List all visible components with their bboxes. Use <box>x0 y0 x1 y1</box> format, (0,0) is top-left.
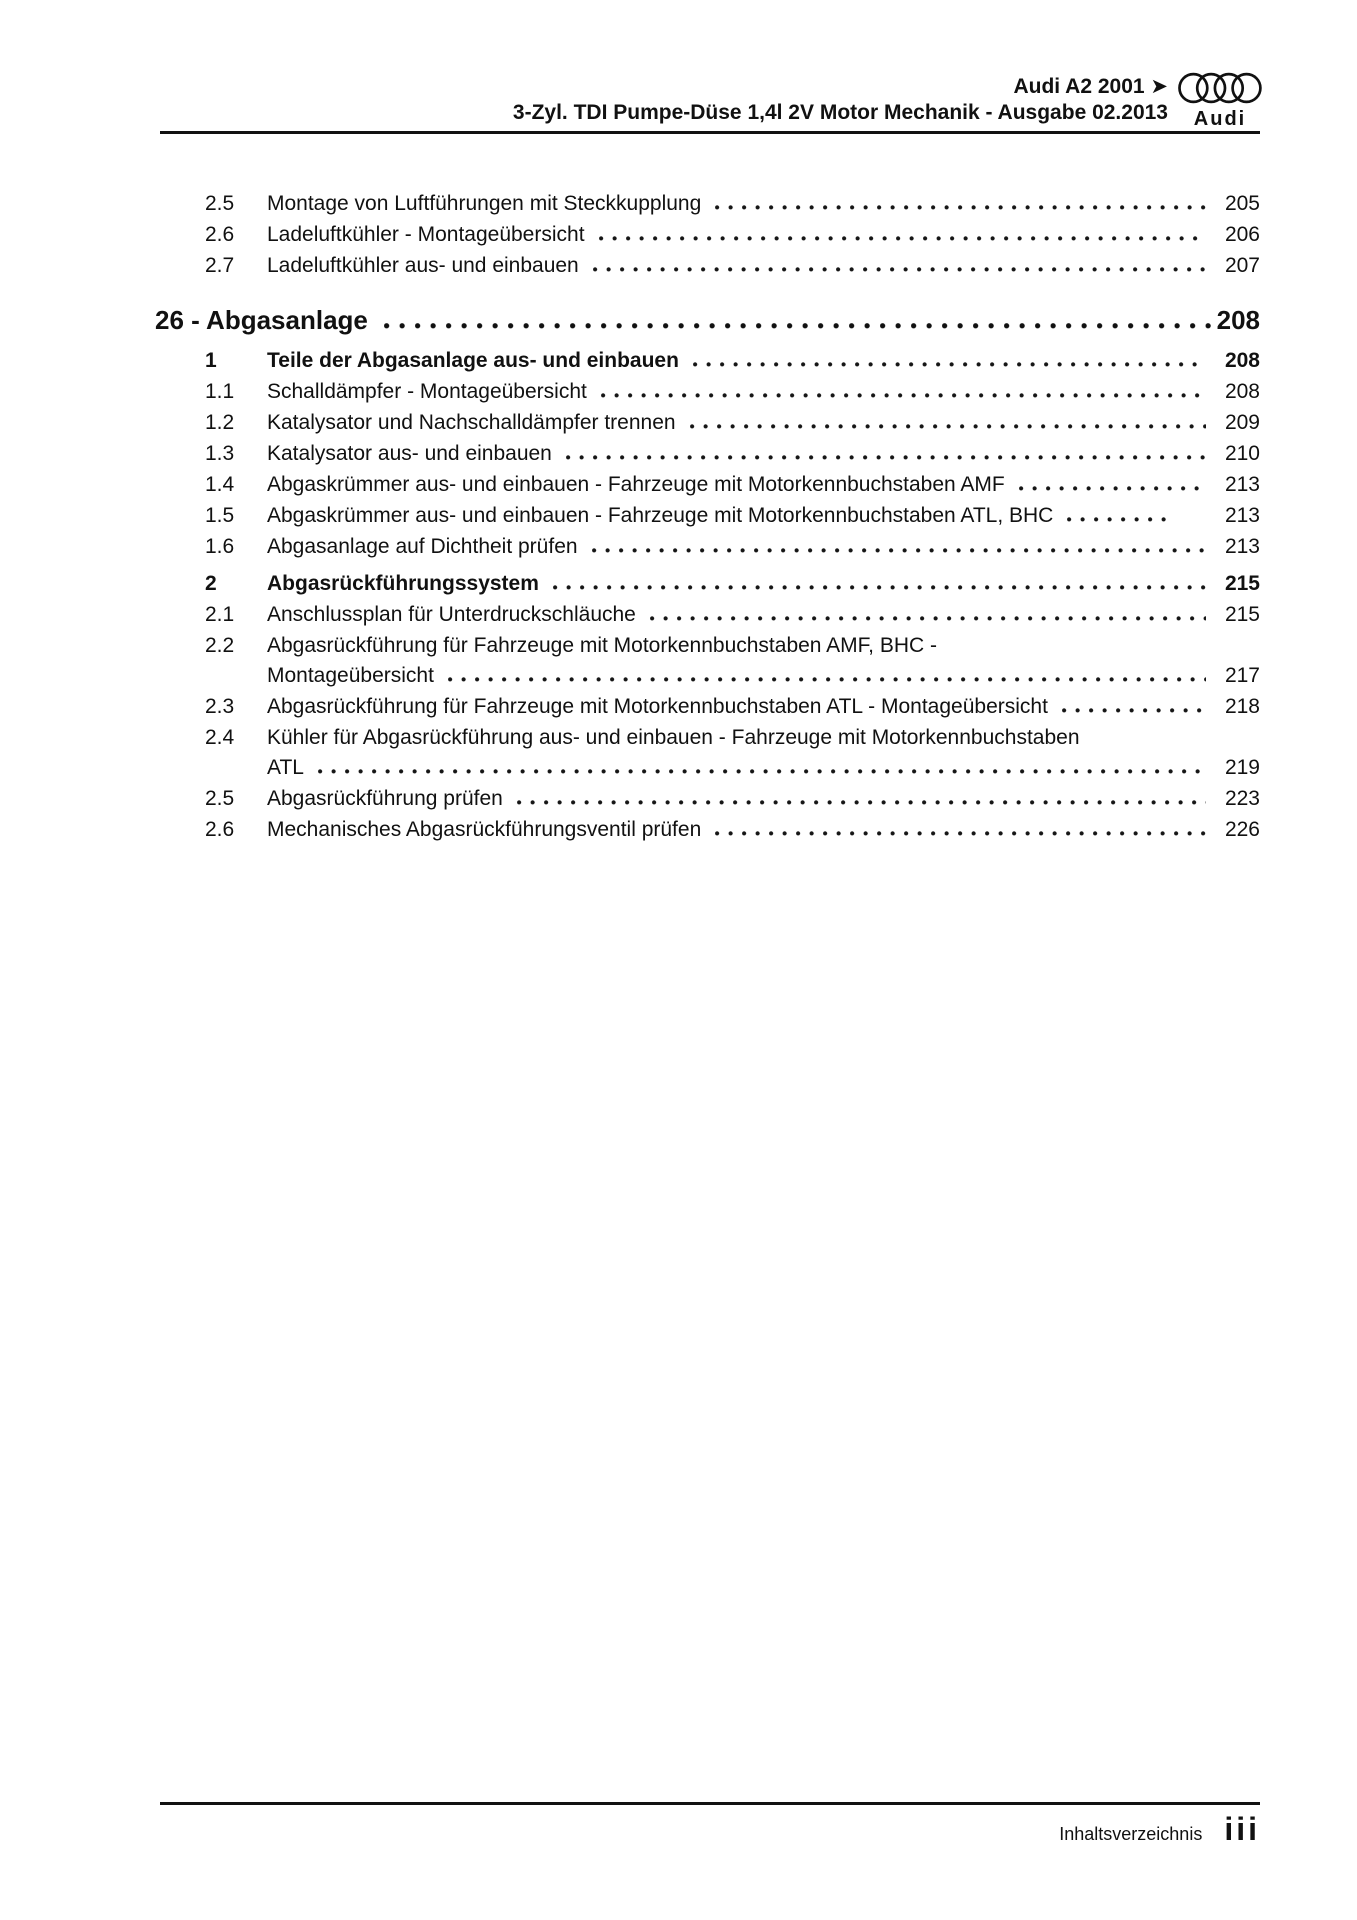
toc-entry <box>155 250 1260 281</box>
toc-entry-page: 209 <box>1224 411 1260 434</box>
dot-leader <box>715 831 1206 836</box>
toc-entry-body <box>267 469 1260 500</box>
toc-entry-body <box>267 250 1260 281</box>
toc-entry-number: 1 <box>205 349 217 372</box>
toc-entry-line <box>267 599 1260 630</box>
header-rule <box>160 131 1260 134</box>
toc-entry-page: 208 <box>1224 380 1260 403</box>
toc-entry-page: 213 <box>1224 504 1260 527</box>
toc-entry-page: 206 <box>1224 223 1260 246</box>
dot-leader <box>318 769 1206 774</box>
toc-entry-body <box>267 631 1260 691</box>
dot-leader <box>384 323 1214 329</box>
toc-section-title: 26 - Abgasanlage <box>155 305 368 335</box>
toc-entry-title: Ladeluftkühler aus- und einbauen <box>267 254 579 277</box>
toc-entry-body <box>267 500 1260 531</box>
dot-leader <box>599 236 1206 241</box>
toc-entry-title: Mechanisches Abgasrückführungsventil prüfen <box>267 818 702 841</box>
toc-entry-body <box>267 376 1260 407</box>
header-subtitle-line: 3-Zyl. TDI Pumpe-Düse 1,4l 2V Motor Mechanik - Ausgabe 02.2013 <box>512 101 1168 124</box>
toc-entry-line <box>267 691 1260 722</box>
toc-entry <box>155 469 1260 500</box>
toc-entry-number: 1.1 <box>205 380 235 403</box>
toc-entry-page: 219 <box>1224 756 1260 779</box>
toc-entry <box>155 814 1260 845</box>
toc-entry-number: 2.3 <box>205 695 235 718</box>
toc-entry-number: 2.2 <box>205 634 235 657</box>
toc-entry-line <box>267 469 1260 500</box>
toc-entry-line <box>267 376 1260 407</box>
toc-entry-line <box>267 438 1260 469</box>
toc-section-heading <box>155 302 1260 338</box>
dot-leader <box>566 455 1206 460</box>
toc-entry-line <box>267 752 1260 783</box>
toc-entry-page: 205 <box>1224 192 1260 215</box>
toc-entry-line <box>267 660 1260 691</box>
dot-leader <box>650 616 1206 621</box>
toc-entry-body <box>267 188 1260 219</box>
dot-leader <box>601 393 1206 398</box>
toc-entry-body <box>267 568 1260 599</box>
toc-entry-body <box>267 723 1260 783</box>
footer-label: Inhaltsverzeichnis <box>1059 1824 1203 1844</box>
toc-entry <box>155 345 1260 376</box>
toc-entry-number: 2.5 <box>205 192 235 215</box>
toc-entry-number: 1.3 <box>205 442 235 465</box>
toc-entry-title: Montageübersicht <box>267 664 434 687</box>
toc-entry-number: 2 <box>205 572 217 595</box>
toc-entry-title: Teile der Abgasanlage aus- und einbauen <box>267 349 679 372</box>
toc-entry-page: 215 <box>1224 603 1260 626</box>
page-header-text <box>513 74 1168 126</box>
toc-entry <box>155 568 1260 599</box>
dot-leader <box>1067 517 1170 522</box>
toc-entry-body <box>267 219 1260 250</box>
dot-leader <box>1019 486 1206 491</box>
toc-entry-number: 2.1 <box>205 603 235 626</box>
dot-leader <box>592 548 1206 553</box>
dot-leader <box>553 585 1206 590</box>
toc-entry <box>155 438 1260 469</box>
toc-entry-title: Abgaskrümmer aus- und einbauen - Fahrzeuge mit Motorkennbuchstaben ATL, BHC <box>267 504 1054 527</box>
toc-entry-line <box>267 219 1260 250</box>
toc-entry-body <box>267 438 1260 469</box>
toc-entry-number: 1.4 <box>205 473 235 496</box>
toc-entry-title: Abgasrückführung für Fahrzeuge mit Motorkennbuchstaben ATL - Montageübersicht <box>267 695 1048 718</box>
toc-entry-line <box>267 345 1260 376</box>
toc-entry-body <box>267 531 1260 562</box>
toc-entry-title: Abgasrückführung prüfen <box>267 787 503 810</box>
toc-entry <box>155 722 1260 783</box>
toc-entry-body <box>267 814 1260 845</box>
toc-entry-body <box>267 691 1260 722</box>
toc-entry-number: 2.6 <box>205 818 235 841</box>
table-of-contents <box>155 188 1260 845</box>
brand-block <box>1178 70 1262 131</box>
toc-entry <box>155 691 1260 722</box>
dot-leader <box>690 424 1206 429</box>
toc-entry-page: 223 <box>1224 787 1260 810</box>
toc-entry-page: 207 <box>1224 254 1260 277</box>
toc-entry-page: 210 <box>1224 442 1260 465</box>
toc-entry-line <box>267 568 1260 599</box>
toc-entry-page: 213 <box>1224 535 1260 558</box>
dot-leader <box>593 267 1206 272</box>
toc-entry-line <box>267 783 1260 814</box>
toc-entry-page: 208 <box>1224 349 1260 372</box>
toc-entry-line <box>267 407 1260 438</box>
toc-entry-line <box>267 531 1260 562</box>
dot-leader <box>448 677 1206 682</box>
dot-leader <box>517 800 1206 805</box>
toc-entry <box>155 630 1260 691</box>
toc-entry-body <box>267 599 1260 630</box>
page-footer <box>1059 1812 1260 1846</box>
toc-entry-page: 213 <box>1224 473 1260 496</box>
toc-entry-number: 1.2 <box>205 411 235 434</box>
toc-entry-number: 2.7 <box>205 254 235 277</box>
toc-entry <box>155 407 1260 438</box>
dot-leader <box>1062 708 1206 713</box>
toc-entry-line <box>267 188 1260 219</box>
toc-entry-line <box>267 500 1260 531</box>
toc-entry <box>155 783 1260 814</box>
toc-entry-title: ATL <box>267 756 304 779</box>
toc-entry <box>155 376 1260 407</box>
toc-section-page: 208 <box>1216 305 1260 335</box>
dot-leader <box>715 205 1206 210</box>
toc-entry-number: 1.5 <box>205 504 235 527</box>
toc-entry <box>155 531 1260 562</box>
toc-entry-number: 2.6 <box>205 223 235 246</box>
header-model-line: Audi A2 2001 ➤ <box>1013 75 1168 98</box>
toc-entry-title: Ladeluftkühler - Montageübersicht <box>267 223 585 246</box>
toc-entry-number: 2.5 <box>205 787 235 810</box>
toc-entry <box>155 500 1260 531</box>
toc-entry-line <box>267 250 1260 281</box>
toc-entry <box>155 188 1260 219</box>
toc-entry-title: Anschlussplan für Unterdruckschläuche <box>267 603 636 626</box>
toc-entry-title: Montage von Luftführungen mit Steckkupplung <box>267 192 702 215</box>
toc-entry-page: 218 <box>1224 695 1260 718</box>
toc-entry-body <box>267 783 1260 814</box>
toc-entry-page: 226 <box>1224 818 1260 841</box>
toc-entry-title: Schalldämpfer - Montageübersicht <box>267 380 587 403</box>
toc-entry <box>155 599 1260 630</box>
toc-entry-number: 2.4 <box>205 726 235 749</box>
toc-entry-title: Kühler für Abgasrückführung aus- und einbauen - Fahrzeuge mit Motorkennbuchstaben <box>267 726 1080 749</box>
toc-entry-title: Abgaskrümmer aus- und einbauen - Fahrzeuge mit Motorkennbuchstaben AMF <box>267 473 1005 496</box>
toc-entry-title: Katalysator aus- und einbauen <box>267 442 552 465</box>
footer-rule <box>160 1802 1260 1805</box>
footer-page-number: iii <box>1224 1811 1260 1847</box>
toc-entry <box>155 219 1260 250</box>
toc-entry-number: 1.6 <box>205 535 235 558</box>
toc-entry-title: Abgasrückführung für Fahrzeuge mit Motorkennbuchstaben AMF, BHC - <box>267 634 937 657</box>
toc-entry-title: Abgasanlage auf Dichtheit prüfen <box>267 535 578 558</box>
toc-entry-title: Abgasrückführungssystem <box>267 572 539 595</box>
toc-entry-body <box>267 345 1260 376</box>
toc-section-line <box>155 302 1260 338</box>
audi-wordmark: Audi <box>1193 108 1247 130</box>
toc-entry-body <box>267 407 1260 438</box>
toc-entry-line <box>267 814 1260 845</box>
toc-entry-page: 217 <box>1224 664 1260 687</box>
toc-entry-page: 215 <box>1224 572 1260 595</box>
dot-leader <box>693 362 1206 367</box>
audi-rings-icon <box>1178 70 1262 107</box>
toc-entry-title: Katalysator und Nachschalldämpfer trennen <box>267 411 676 434</box>
